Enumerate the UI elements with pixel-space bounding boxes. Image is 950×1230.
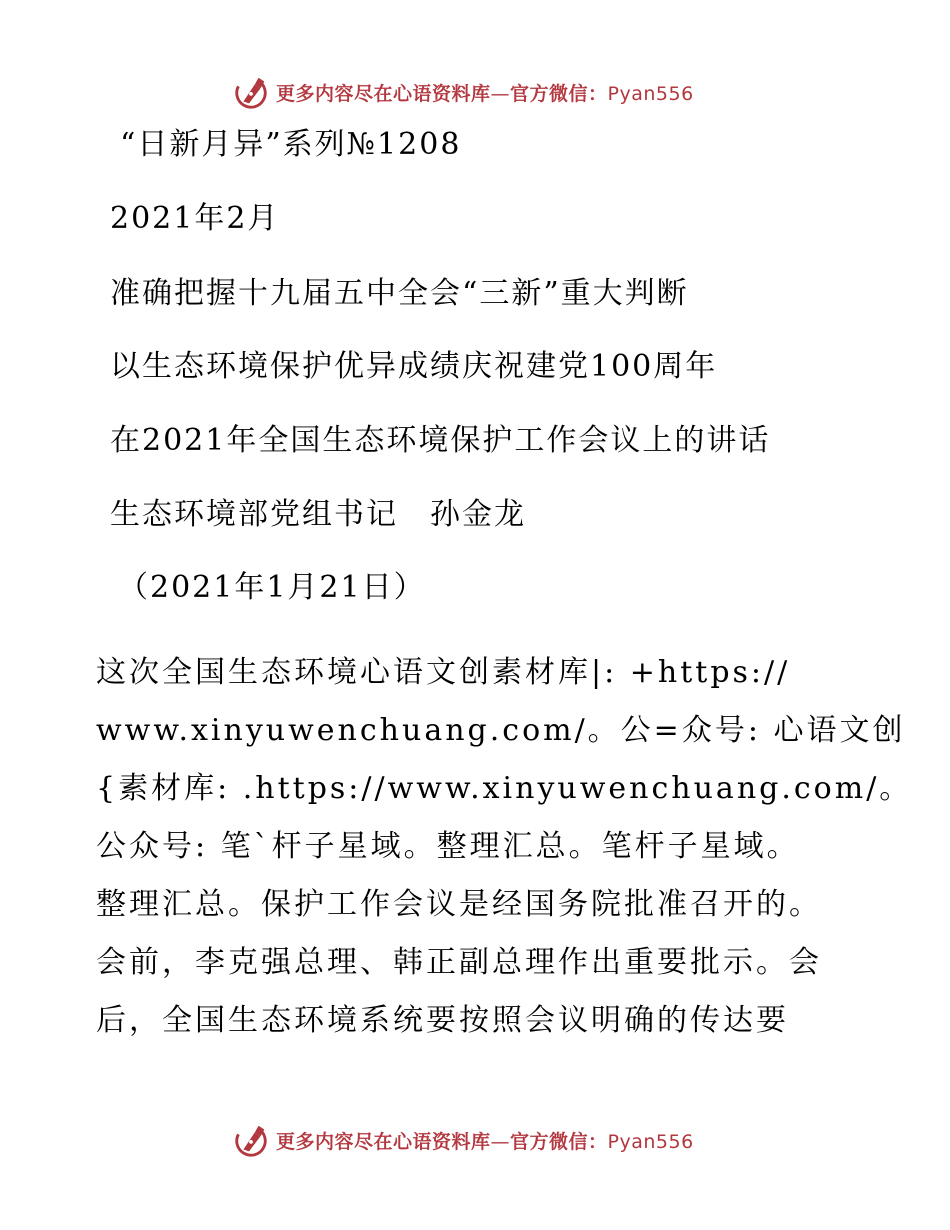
watermark-separator: —	[490, 82, 511, 105]
body-line: 整理汇总。保护工作会议是经国务院批准召开的。	[96, 887, 822, 922]
watermark-id: Pyan556	[607, 82, 694, 105]
article-subtitle: 在2021年全国生态环境保护工作会议上的讲话	[110, 423, 771, 458]
body-line: 会前，李克强总理、韩正副总理作出重要批示。会	[96, 945, 822, 980]
watermark-slogan: 更多内容尽在心语资料库	[276, 82, 491, 105]
pen-nib-logo-icon	[232, 1121, 270, 1159]
body-paragraph	[96, 644, 913, 1050]
author-line: 生态环境部党组书记 孙金龙	[110, 497, 526, 532]
watermark-label: 官方微信：	[510, 82, 608, 105]
body-line: www.xinyuwenchuang.com/。公=众号: 心语文创	[96, 713, 906, 748]
watermark-id: Pyan556	[607, 1130, 694, 1153]
body-line: 公众号: 笔`杆子星域。整理汇总。笔杆子星域。	[96, 829, 800, 864]
watermark-label: 官方微信：	[510, 1130, 608, 1153]
series-number: “日新月异”系列№1208	[120, 127, 462, 162]
body-line: 这次全国生态环境心语文创素材库|: +https://	[96, 655, 791, 690]
header-watermark	[232, 72, 694, 112]
pen-nib-logo-icon	[232, 73, 270, 111]
theme-heading: 准确把握十九届五中全会“三新”重大判断	[110, 276, 689, 311]
watermark-text	[276, 79, 694, 106]
speech-date: （2021年1月21日）	[118, 570, 426, 605]
watermark-slogan: 更多内容尽在心语资料库	[276, 1130, 491, 1153]
watermark-text	[276, 1127, 694, 1154]
body-line: 后，全国生态环境系统要按照会议明确的传达要	[96, 1003, 789, 1038]
article-title: 以生态环境保护优异成绩庆祝建党100周年	[110, 349, 718, 384]
body-line: {素材库: .https://www.xinyuwenchuang.com/。	[96, 771, 913, 806]
footer-watermark	[232, 1120, 694, 1160]
issue-date: 2021年2月	[110, 201, 280, 236]
watermark-separator: —	[490, 1130, 511, 1153]
